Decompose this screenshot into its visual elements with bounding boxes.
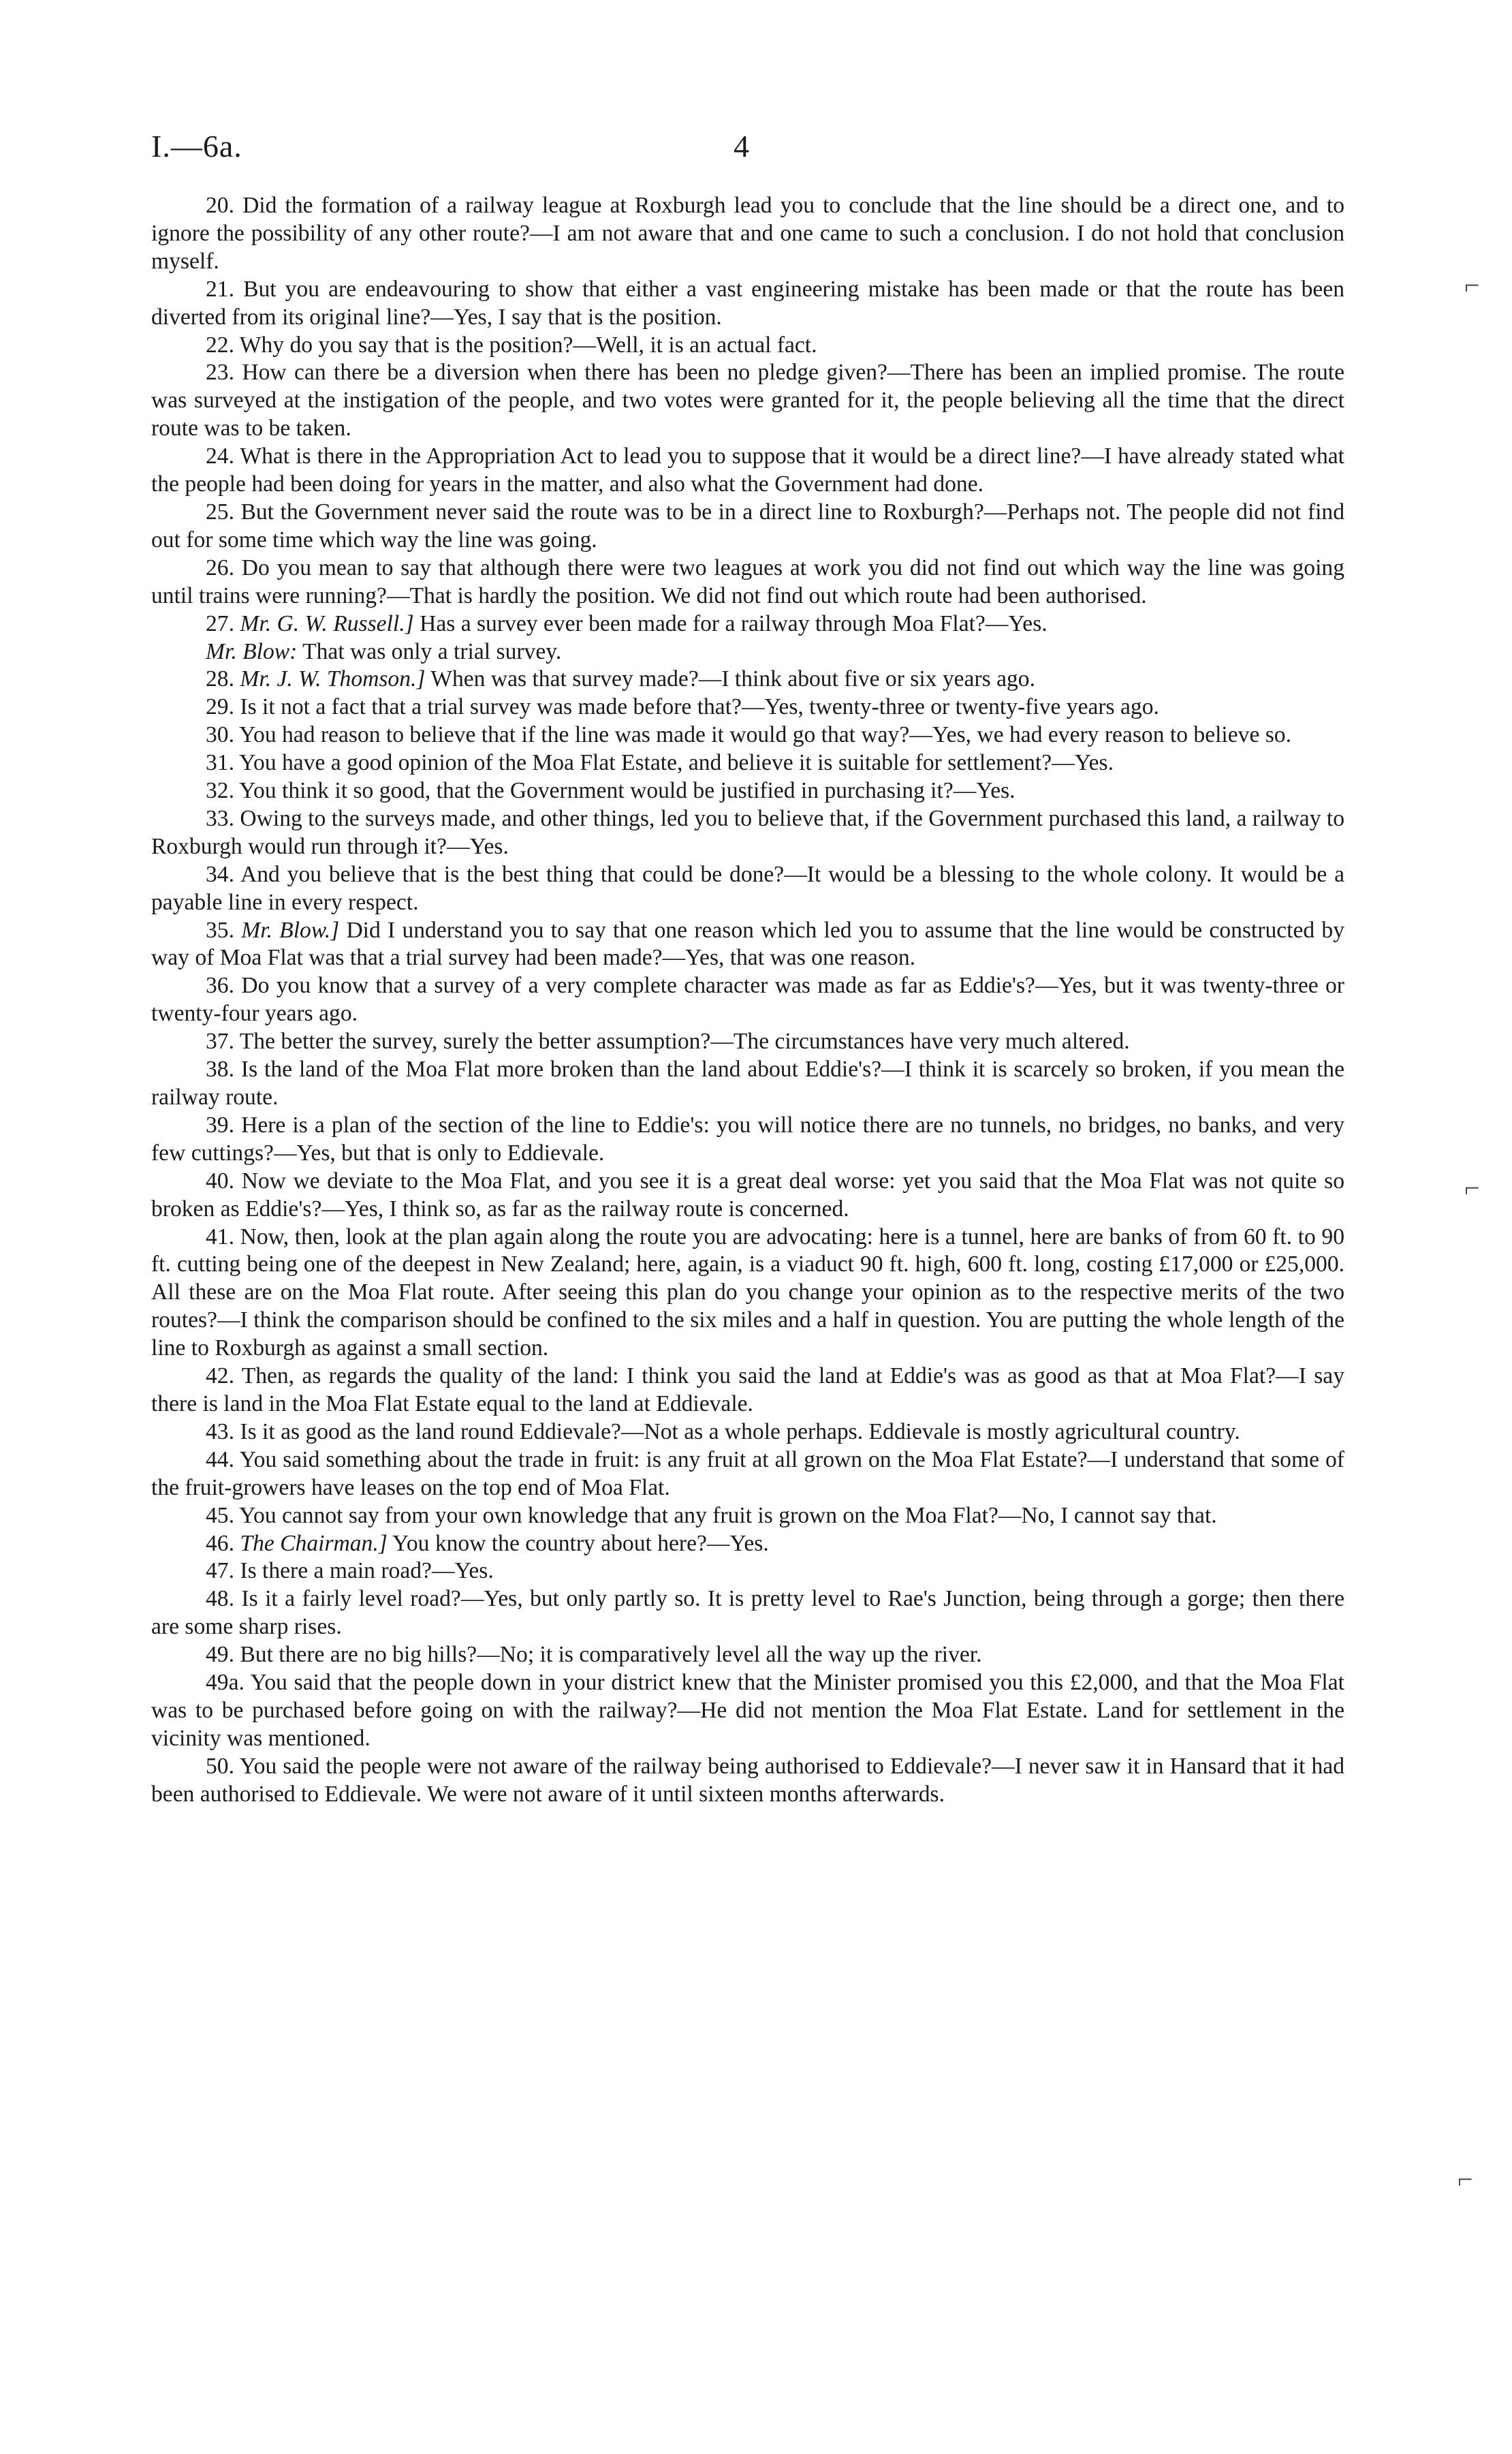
question-paragraph <box>151 1168 1344 1224</box>
question-paragraph <box>151 749 1344 777</box>
question-text: You said something about the trade in fruit: is any fruit at all grown on the Moa Flat Estate?—I understand that some of the fruit-growers have leases on the top end of Moa Flat. <box>151 1446 1344 1500</box>
question-number: 21. <box>206 276 234 302</box>
question-number: 33. <box>206 805 234 831</box>
question-text: Now, then, look at the plan again along the route you are advocating: here is a tunnel, here are banks of from 60 ft. to 90 ft. cutting being one of the deepest in New Zealand; here, again, is a viaduct 90 ft. high, 600 ft. long, costing £17,000 or £25,000. All these are on the Moa Flat route. After seeing this plan do you change your opinion as to the respective merits of the two routes?—I think the comparison should be confined to the six miles and a half in question. You are putting the whole length of the line to Roxburgh as against a small section. <box>151 1224 1344 1361</box>
question-number: 38. <box>206 1057 234 1083</box>
question-text: Did I understand you to say that one reason which led you to assume that the line would be constructed by way of Moa Flat was that a trial survey had been made?—Yes, that was one reason. <box>151 917 1344 971</box>
question-text: Did the formation of a railway league at Roxburgh lead you to conclude that the line should be a direct one, and to ignore the possibility of any other route?—I am not aware that and one came to such a conclusion. I do not hold that conclusion myself. <box>151 193 1344 274</box>
question-number: 29. <box>206 694 234 720</box>
question-paragraph <box>151 1557 1344 1585</box>
question-text: But the Government never said the route was to be in a direct line to Roxburgh?—Perhaps not. The people did not find out for some time which way the line was going. <box>151 499 1344 553</box>
question-number: 39. <box>206 1112 234 1138</box>
question-number: 20. <box>206 193 234 218</box>
question-paragraph <box>151 638 1344 666</box>
question-paragraph <box>151 1530 1344 1558</box>
question-number: 31. <box>206 750 234 776</box>
question-number: 49. <box>206 1642 234 1668</box>
question-paragraph <box>151 1112 1344 1168</box>
question-text: Is there a main road?—Yes. <box>240 1558 494 1584</box>
question-number: 25. <box>206 499 234 525</box>
question-paragraph <box>151 1224 1344 1363</box>
question-number: 44. <box>206 1446 234 1472</box>
question-paragraph <box>151 917 1344 973</box>
question-text: When was that survey made?—I think about five or six years ago. <box>430 666 1035 692</box>
question-paragraph <box>151 1585 1344 1641</box>
question-paragraph <box>151 777 1344 805</box>
question-text: Then, as regards the quality of the land: I think you said the land at Eddie's was as good as that at Moa Flat?—I say there is land in the Moa Flat Estate equal to the land at Eddievale. <box>151 1363 1344 1416</box>
question-text: That was only a trial survey. <box>302 638 562 664</box>
question-text: How can there be a diversion when there has been no pledge given?—There has been an implied promise. The route was surveyed at the instigation of the people, and two votes were granted for it, the people believing all the time that the direct route was to be taken. <box>151 360 1344 441</box>
question-number: 47. <box>206 1558 234 1584</box>
question-paragraph <box>151 555 1344 610</box>
question-text: You have a good opinion of the Moa Flat Estate, and believe it is suitable for settlement?—Yes. <box>239 750 1114 776</box>
question-paragraph <box>151 359 1344 443</box>
question-number: 27. <box>206 610 234 636</box>
question-text: Now we deviate to the Moa Flat, and you see it is a great deal worse: yet you said that the Moa Flat was not quite so broken as Eddie's?—Yes, I think so, as far as the railway route is concerned. <box>151 1168 1344 1222</box>
question-number: 30. <box>206 722 234 748</box>
question-number: 22. <box>206 332 234 358</box>
evidence-body <box>151 192 1344 1809</box>
question-number: 24. <box>206 444 234 469</box>
question-paragraph <box>151 1502 1344 1530</box>
speaker-name: The Chairman.] <box>240 1530 388 1556</box>
question-paragraph <box>151 1028 1344 1056</box>
speaker-name: Mr. Blow.] <box>241 917 340 943</box>
question-number: 35. <box>206 917 234 943</box>
question-number: 50. <box>206 1753 234 1779</box>
paper-reference: I.—6a. <box>151 129 242 164</box>
question-text: Do you know that a survey of a very complete character was made as far as Eddie's?—Yes, but it was twenty-three or twenty-four years ago. <box>151 973 1344 1027</box>
question-text: You said the people were not aware of the railway being authorised to Eddievale?—I never saw it in Hansard that it had been authorised to Eddievale. We were not aware of it until sixteen months afterwards. <box>151 1753 1344 1807</box>
question-number: 23. <box>206 360 234 386</box>
question-number: 26. <box>206 555 234 580</box>
question-paragraph <box>151 1418 1344 1446</box>
question-text: Owing to the surveys made, and other things, led you to believe that, if the Government purchased this land, a railway to Roxburgh would run through it?—Yes. <box>151 805 1344 859</box>
question-paragraph <box>151 1056 1344 1112</box>
margin-mark: ⌐ <box>1458 2164 1473 2194</box>
question-text: Why do you say that is the position?—Well, it is an actual fact. <box>239 332 817 358</box>
speaker-name: Mr. J. W. Thomson.] <box>240 666 426 692</box>
question-text: Is it as good as the land round Eddievale?—Not as a whole perhaps. Eddievale is mostly agricultural country. <box>240 1418 1240 1444</box>
question-paragraph <box>151 805 1344 861</box>
question-paragraph <box>151 499 1344 555</box>
question-text: You said that the people down in your district knew that the Minister promised you this £2,000, and that the Moa Flat was to be purchased before going on with the railway?—He did not mention the Moa Flat Estate. Land for settlement in the vicinity was mentioned. <box>151 1670 1344 1751</box>
question-text: You had reason to believe that if the line was made it would go that way?—Yes, we had every reason to believe so. <box>239 722 1291 748</box>
margin-mark: ⌐ <box>1464 270 1480 300</box>
question-paragraph <box>151 666 1344 694</box>
question-number: 46. <box>206 1530 234 1556</box>
speaker-name: Mr. Blow: <box>206 638 298 664</box>
question-paragraph <box>151 1669 1344 1753</box>
question-text: And you believe that is the best thing that could be done?—It would be a blessing to the whole colony. It would be a payable line in every respect. <box>151 861 1344 915</box>
question-number: 41. <box>206 1224 234 1249</box>
question-text: You cannot say from your own knowledge that any fruit is grown on the Moa Flat?—No, I cannot say that. <box>239 1502 1217 1528</box>
page-header <box>151 128 1364 169</box>
question-number: 43. <box>206 1418 234 1444</box>
question-paragraph <box>151 721 1344 749</box>
question-paragraph <box>151 276 1344 332</box>
question-paragraph <box>151 1641 1344 1669</box>
question-paragraph <box>151 694 1344 721</box>
question-text: But there are no big hills?—No; it is comparatively level all the way up the river. <box>240 1642 982 1668</box>
question-text: What is there in the Appropriation Act to lead you to suppose that it would be a direct line?—I have already stated what the people had been doing for years in the matter, and also what the Government had done. <box>151 444 1344 497</box>
question-number: 48. <box>206 1586 234 1612</box>
question-number: 32. <box>206 778 234 804</box>
question-text: Has a survey ever been made for a railway through Moa Flat?—Yes. <box>420 610 1048 636</box>
speaker-name: Mr. G. W. Russell.] <box>240 610 414 636</box>
question-text: You think it so good, that the Government would be justified in purchasing it?—Yes. <box>239 778 1015 804</box>
question-text: Do you mean to say that although there were two leagues at work you did not find out which way the line was going until trains were running?—That is hardly the position. We did not find out which route had been authorised. <box>151 555 1344 608</box>
question-number: 40. <box>206 1168 234 1194</box>
question-paragraph <box>151 861 1344 917</box>
question-number: 45. <box>206 1502 234 1528</box>
question-text: Is it not a fact that a trial survey was made before that?—Yes, twenty-three or twenty-five years ago. <box>240 694 1159 720</box>
question-paragraph <box>151 1753 1344 1809</box>
question-paragraph <box>151 443 1344 499</box>
question-paragraph <box>151 1446 1344 1502</box>
question-paragraph <box>151 192 1344 276</box>
question-paragraph <box>151 972 1344 1028</box>
question-number: 42. <box>206 1363 234 1389</box>
question-number: 34. <box>206 861 234 887</box>
question-text: Here is a plan of the section of the line to Eddie's: you will notice there are no tunnels, no bridges, no banks, and very few cuttings?—Yes, but that is only to Eddievale. <box>151 1112 1344 1166</box>
question-number: 28. <box>206 666 234 692</box>
margin-mark: ⌐ <box>1464 1172 1480 1203</box>
page-number: 4 <box>734 129 749 164</box>
question-text: But you are endeavouring to show that either a vast engineering mistake has been made or that the route has been diverted from its original line?—Yes, I say that is the position. <box>151 276 1345 330</box>
question-text: Is it a fairly level road?—Yes, but only partly so. It is pretty level to Rae's Junction, being through a gorge; then there are some sharp rises. <box>151 1586 1344 1640</box>
question-number: 37. <box>206 1029 234 1055</box>
question-number: 36. <box>206 973 234 999</box>
question-paragraph <box>151 610 1344 638</box>
question-paragraph <box>151 332 1344 360</box>
question-text: You know the country about here?—Yes. <box>392 1530 769 1556</box>
question-paragraph <box>151 1363 1344 1418</box>
question-text: Is the land of the Moa Flat more broken than the land about Eddie's?—I think it is scarcely so broken, if you mean the railway route. <box>151 1057 1344 1110</box>
question-text: The better the survey, surely the better assumption?—The circumstances have very much altered. <box>239 1029 1130 1055</box>
question-number: 49a. <box>206 1670 245 1696</box>
